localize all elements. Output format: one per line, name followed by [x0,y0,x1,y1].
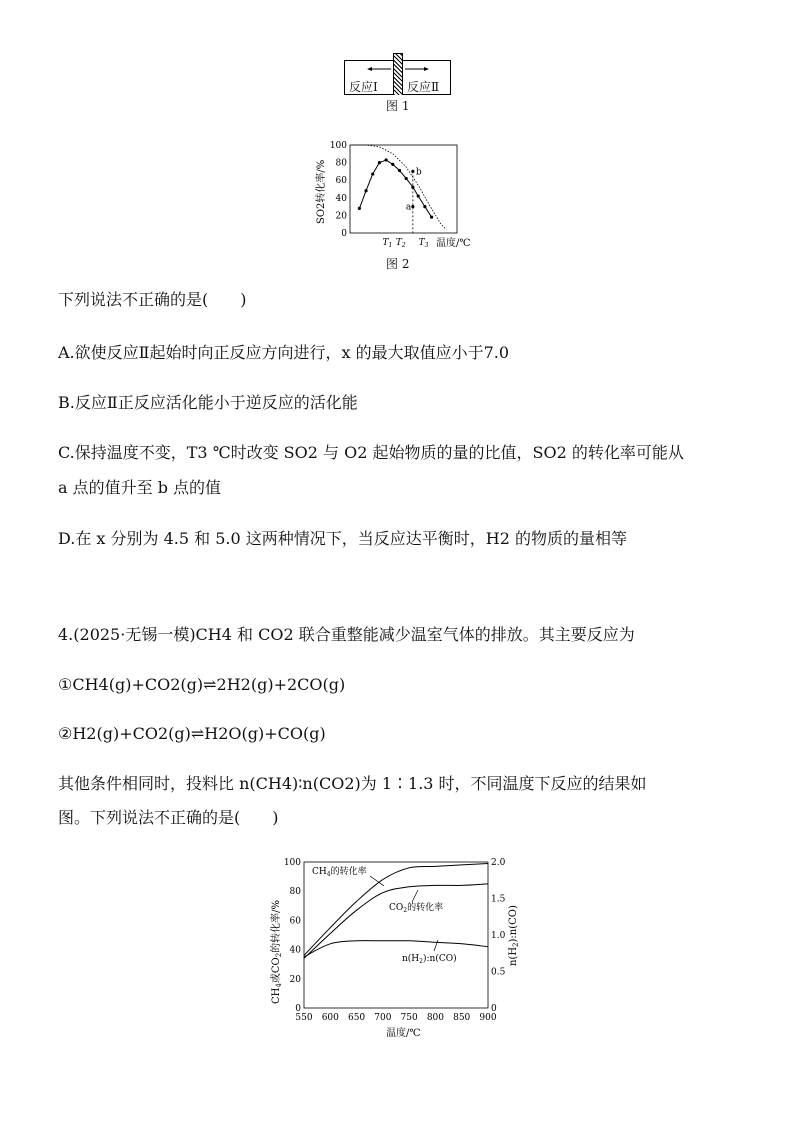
data-point-7 [405,177,408,180]
data-point-4 [385,158,388,161]
y-tick-80: 80 [335,158,347,169]
q3-option-c-line2: a 点的值升至 b 点的值 [58,478,222,497]
data-point-11 [430,216,433,219]
data-point-9 [417,194,420,197]
q3-option-c-line1: C.保持温度不变，T3 ℃时改变 SO2 与 O2 起始物质的量的比值，SO2 的转化率可能从 [58,443,684,462]
x-axis-title: 温度/℃ [436,238,471,249]
q4-reaction-1: ①CH4(g)+CO2(g)⇌2H2(g)+2CO(g) [58,675,346,694]
figure1-caption: 图 1 [386,99,410,113]
q4-stem: 4.(2025·无锡一模)CH4 和 CO2 联合重整能减少温室气体的排放。其主要反应为 [58,625,635,644]
left-tick-20: 20 [289,974,301,985]
data-point-5 [391,163,394,166]
q4-condition-line2: 图。下列说法不正确的是( ) [58,808,279,827]
series-label-2: $n(H_2):n(CO)$ [402,954,457,965]
x-tick-900: 900 [479,1013,497,1023]
y-tick-0: 0 [341,229,347,239]
series-labels [312,865,457,965]
series-line-2 [304,941,488,957]
data-point-2 [371,172,374,175]
left-tick-80: 80 [289,887,301,898]
y-axis-title: SO2转化率/% [316,159,327,224]
data-point-6 [398,169,401,172]
x-tick-600: 600 [321,1013,339,1023]
series-label-1: $CO_2$的转化率 [389,903,444,914]
right-tick-0.5: 0.5 [491,967,506,978]
reaction2-label: 反应Ⅱ [407,80,440,94]
y-tick-40: 40 [335,193,347,204]
q4-reaction-2: ②H2(g)+CO2(g)⇌H2O(g)+CO(g) [58,724,326,743]
q3-option-b: B.反应Ⅱ正反应活化能小于逆反应的活化能 [58,393,358,412]
leader-line-2 [434,940,438,951]
y-tick-20: 20 [335,211,347,222]
x-tick-800: 800 [426,1013,445,1023]
right-tick-0: 0 [491,1004,497,1014]
x-tick-650: 650 [347,1013,366,1023]
right-tick-2.0: 2.0 [491,858,506,868]
y-tick-100: 100 [329,141,347,151]
left-tick-60: 60 [289,916,301,927]
point-b-label: b [415,167,422,178]
q3-stem: 下列说法不正确的是( ) [58,290,247,309]
y-tick-60: 60 [335,176,347,187]
point-b-marker [411,170,414,173]
q4-condition-line1: 其他条件相同时，投料比 n(CH4)∶n(CO2)为 1∶1.3 时，不同温度下反应的结果如 [58,774,647,793]
x-tick-700: 700 [374,1013,392,1023]
data-point-3 [378,161,381,164]
data-point-0 [358,207,361,210]
x-tick-T2: $T_2$ [395,238,406,249]
plot-frame [350,145,457,233]
right-axis-title: $n(H_2):n(CO)$ [508,905,520,966]
left-tick-0: 0 [295,1004,301,1014]
figure3-chart [262,852,532,1042]
reaction1-label: 反应Ⅰ [349,80,378,94]
x-tick-550: 550 [295,1013,313,1023]
x-tick-T3: $T_3$ [418,238,429,249]
x-tick-T1: $T_1$ [382,238,393,249]
figure1-diagram [344,60,451,95]
right-tick-1.5: 1.5 [491,894,506,905]
left-tick-labels [284,858,301,1014]
figure2-caption: 图 2 [386,257,410,271]
x-tick-850: 850 [453,1013,471,1023]
right-tick-labels [491,858,506,1014]
plot-frame [304,862,488,1008]
q3-option-a: A.欲使反应Ⅱ起始时向正反应方向进行，x 的最大取值应小于7.0 [58,343,510,362]
x-axis-title: 温度/℃ [386,1028,421,1039]
leader-line-0 [370,876,384,886]
left-tick-40: 40 [289,945,301,956]
leader-line-1 [412,890,418,902]
left-axis-title: $CH_4$或$CO_2$的转化率/% [271,899,283,1004]
point-a-label: a [405,202,412,213]
left-tick-100: 100 [283,858,301,868]
point-labels [406,167,422,212]
figure2-chart [312,138,482,250]
data-point-10 [423,205,426,208]
point-a-marker [411,205,414,208]
right-tick-1.0: 1.0 [491,931,506,941]
q3-option-d: D.在 x 分别为 4.5 和 5.0 这两种情况下，当反应达平衡时，H2 的物质的量相等 [58,529,627,548]
x-tick-labels [383,238,429,249]
x-tick-750: 750 [400,1013,418,1023]
series-label-0: $CH_4$的转化率 [312,867,367,878]
y-tick-labels [330,141,347,239]
x-tick-labels [295,1013,496,1023]
data-point-1 [364,189,367,192]
series-line-1 [304,884,488,959]
